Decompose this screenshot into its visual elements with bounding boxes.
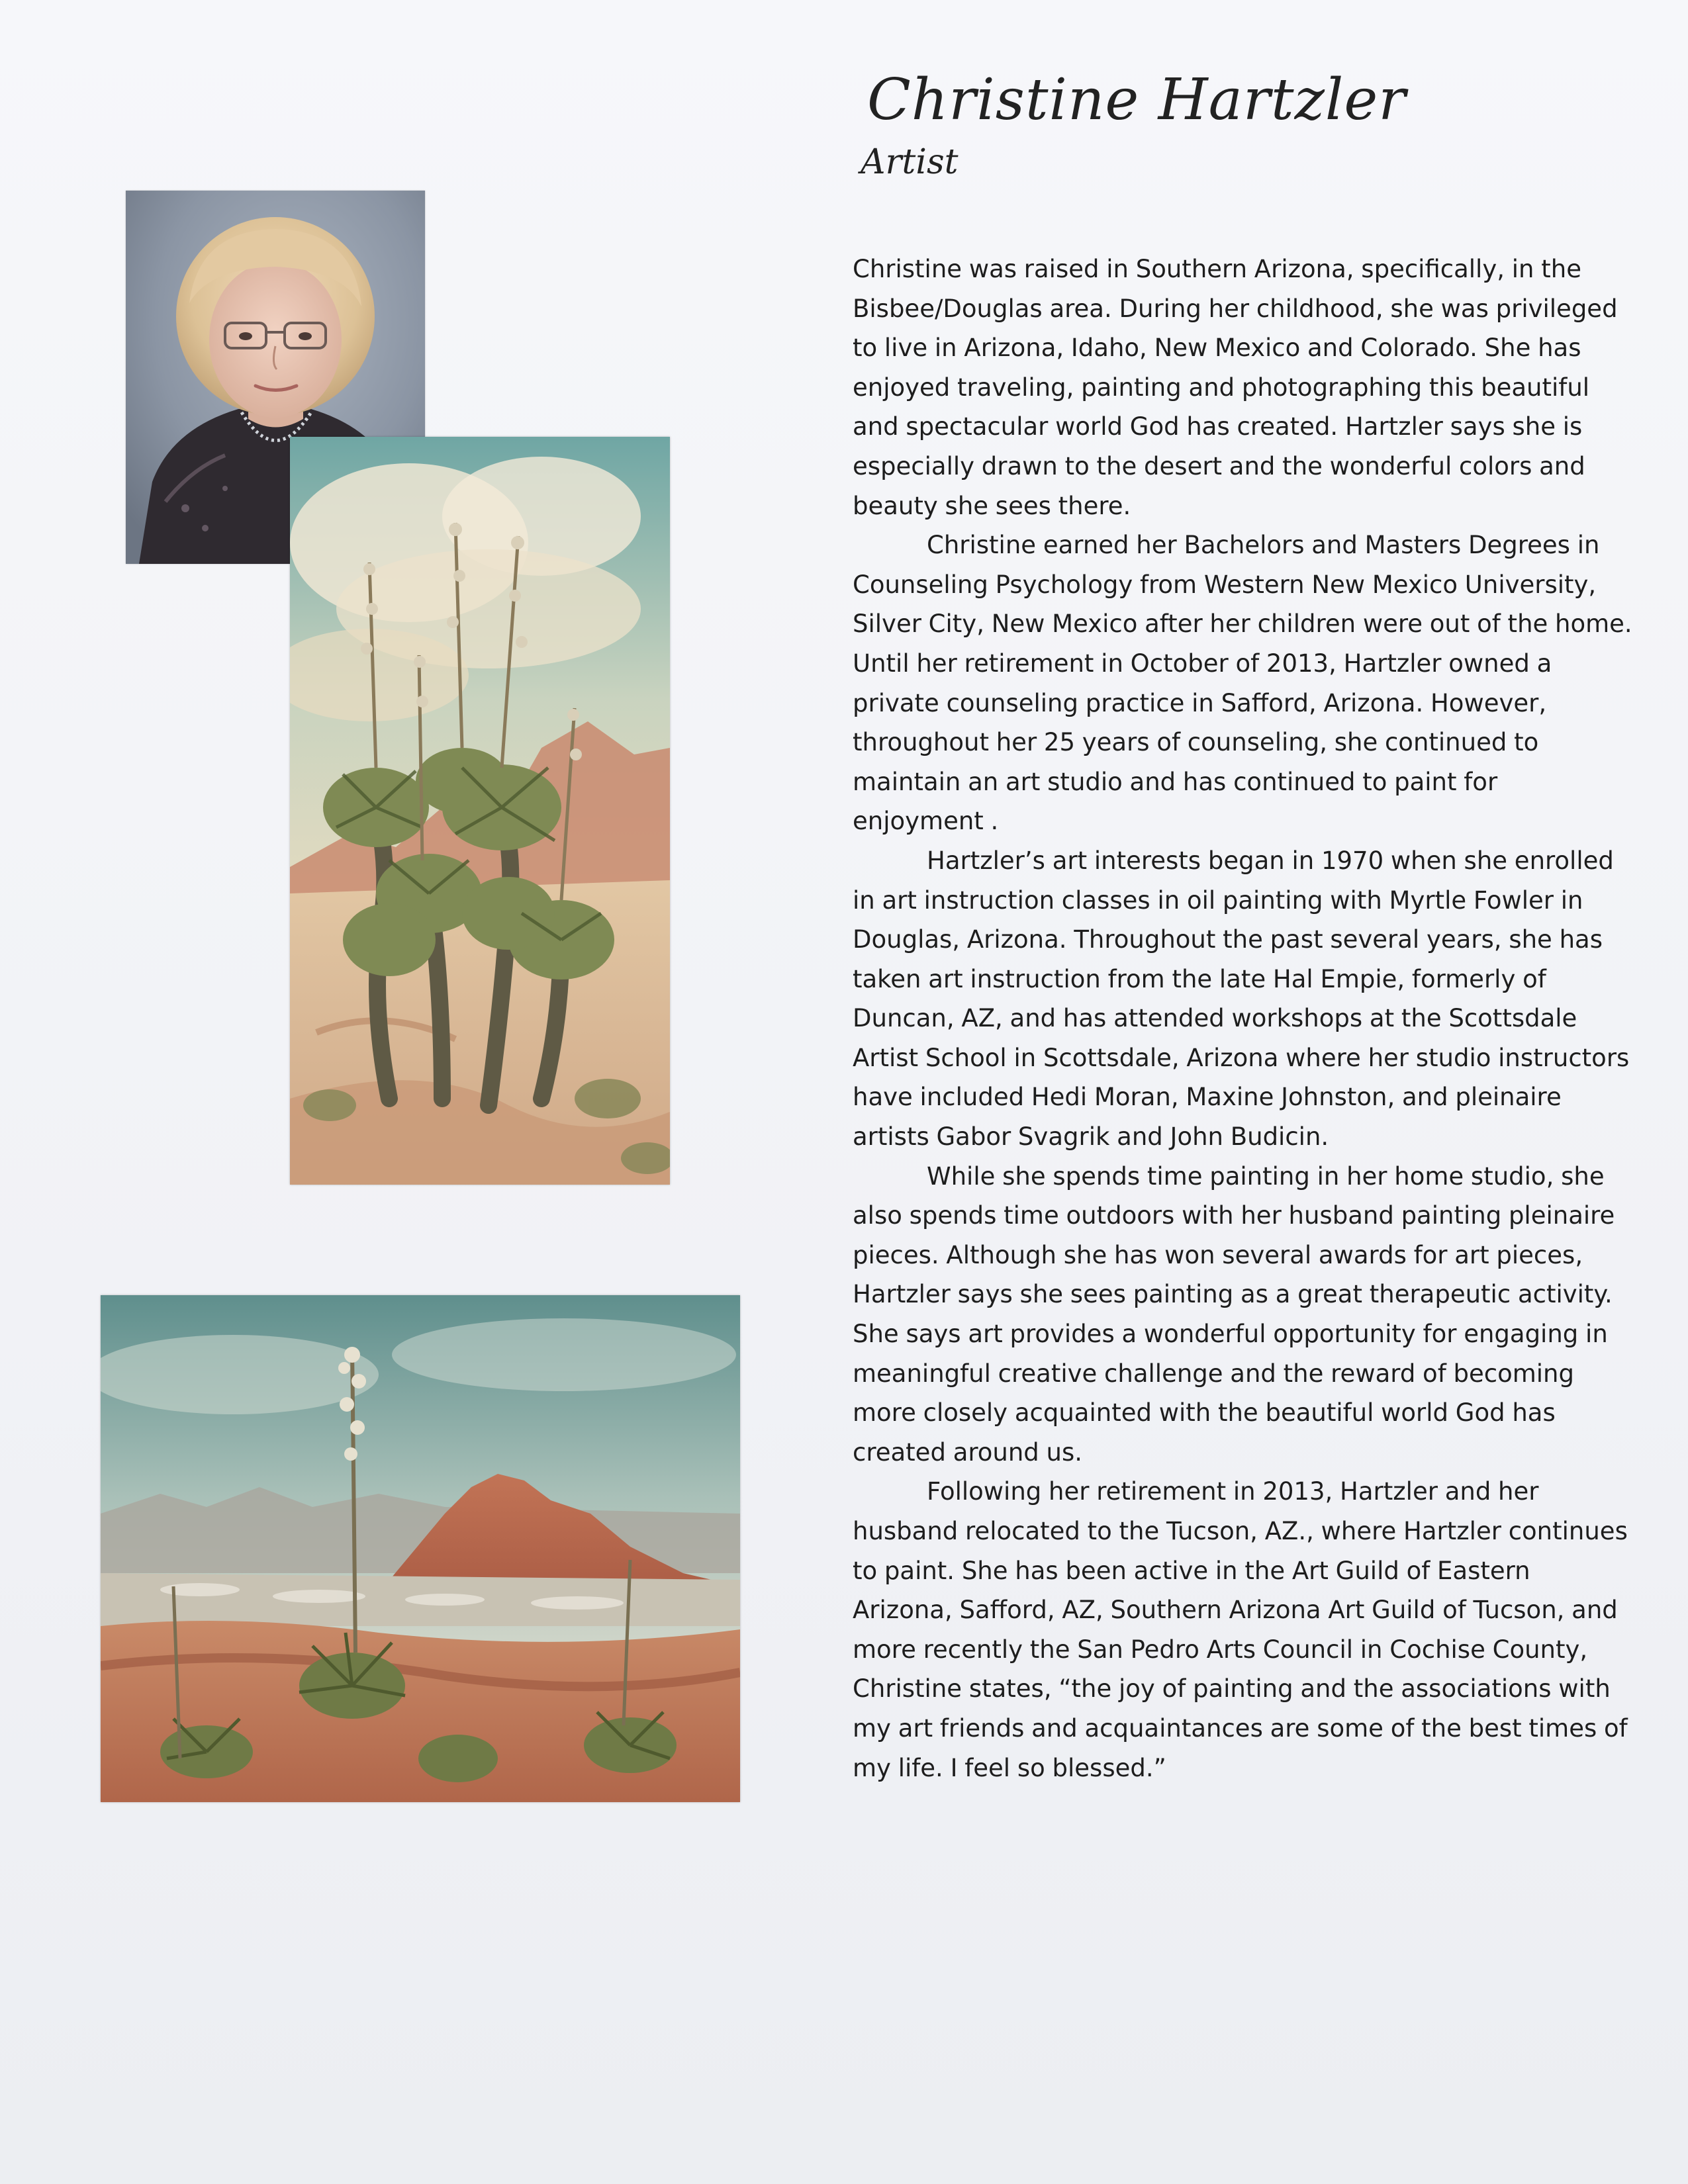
bio-paragraph-2: Christine earned her Bachelors and Masters Degrees in Counseling Psychology from Western New Mexico University, Silver City, New Mexico after her children were out of the home. Until her retirement in October of 2013, Hartzler owned a private counseling practice in Safford, Arizona. However, throughout her 25 years of counseling, she continued to maintain an art studio and has continued to paint for enjoyment . <box>853 531 1632 836</box>
desert-landscape-illustration <box>101 1295 740 1802</box>
yucca-painting <box>290 437 670 1185</box>
biography-text <box>853 250 1634 1983</box>
bio-paragraph-3: Hartzler’s art interests began in 1970 when she enrolled in art instruction classes in oil painting with Myrtle Fowler in Douglas, Arizona. Throughout the past several years, she has taken art instruction from the late Hal Empie, formerly of Duncan, AZ, and has attended workshops at the Scottsdale Artist School in Scottsdale, Arizona where her studio instructors have included Hedi Moran, Maxine Johnston, and pleinaire artists Gabor Svagrik and John Budicin. <box>853 846 1630 1152</box>
bio-paragraph-4: While she spends time painting in her home studio, she also spends time outdoors with her husband painting pleinaire pieces. Although she has won several awards for art pieces, Hartzler says she sees painting as a great therapeutic activity. She says art provides a wonderful opportunity for engaging in meaningful creative challenge and the reward of becoming more closely acquainted with the beautiful world God has created around us. <box>853 1161 1615 1467</box>
artist-role: Artist <box>861 142 959 182</box>
yucca-painting-illustration <box>290 437 670 1185</box>
bio-paragraph-1: Christine was raised in Southern Arizona, specifically, in the Bisbee/Douglas area. During her childhood, she was privileged to live in Arizona, Idaho, New Mexico and Colorado. She has enjoyed traveling, painting and photographing this beautiful and spectacular world God has created. Hartzler says she is especially drawn to the desert and the wonderful colors and beauty she sees there. <box>853 255 1618 520</box>
desert-landscape-painting <box>101 1295 740 1802</box>
bio-paragraph-5: Following her retirement in 2013, Hartzler and her husband relocated to the Tucson, AZ., where Hartzler continues to paint. She has been active in the Art Guild of Eastern Arizona, Safford, AZ, Southern Arizona Art Guild of Tucson, and more recently the San Pedro Arts Council in Cochise County, Christine states, “the joy of painting and the associations with my art friends and acquaintances are some of the best times of my life. I feel so blessed.” <box>853 1477 1628 1782</box>
artist-name: Christine Hartzler <box>867 67 1407 133</box>
